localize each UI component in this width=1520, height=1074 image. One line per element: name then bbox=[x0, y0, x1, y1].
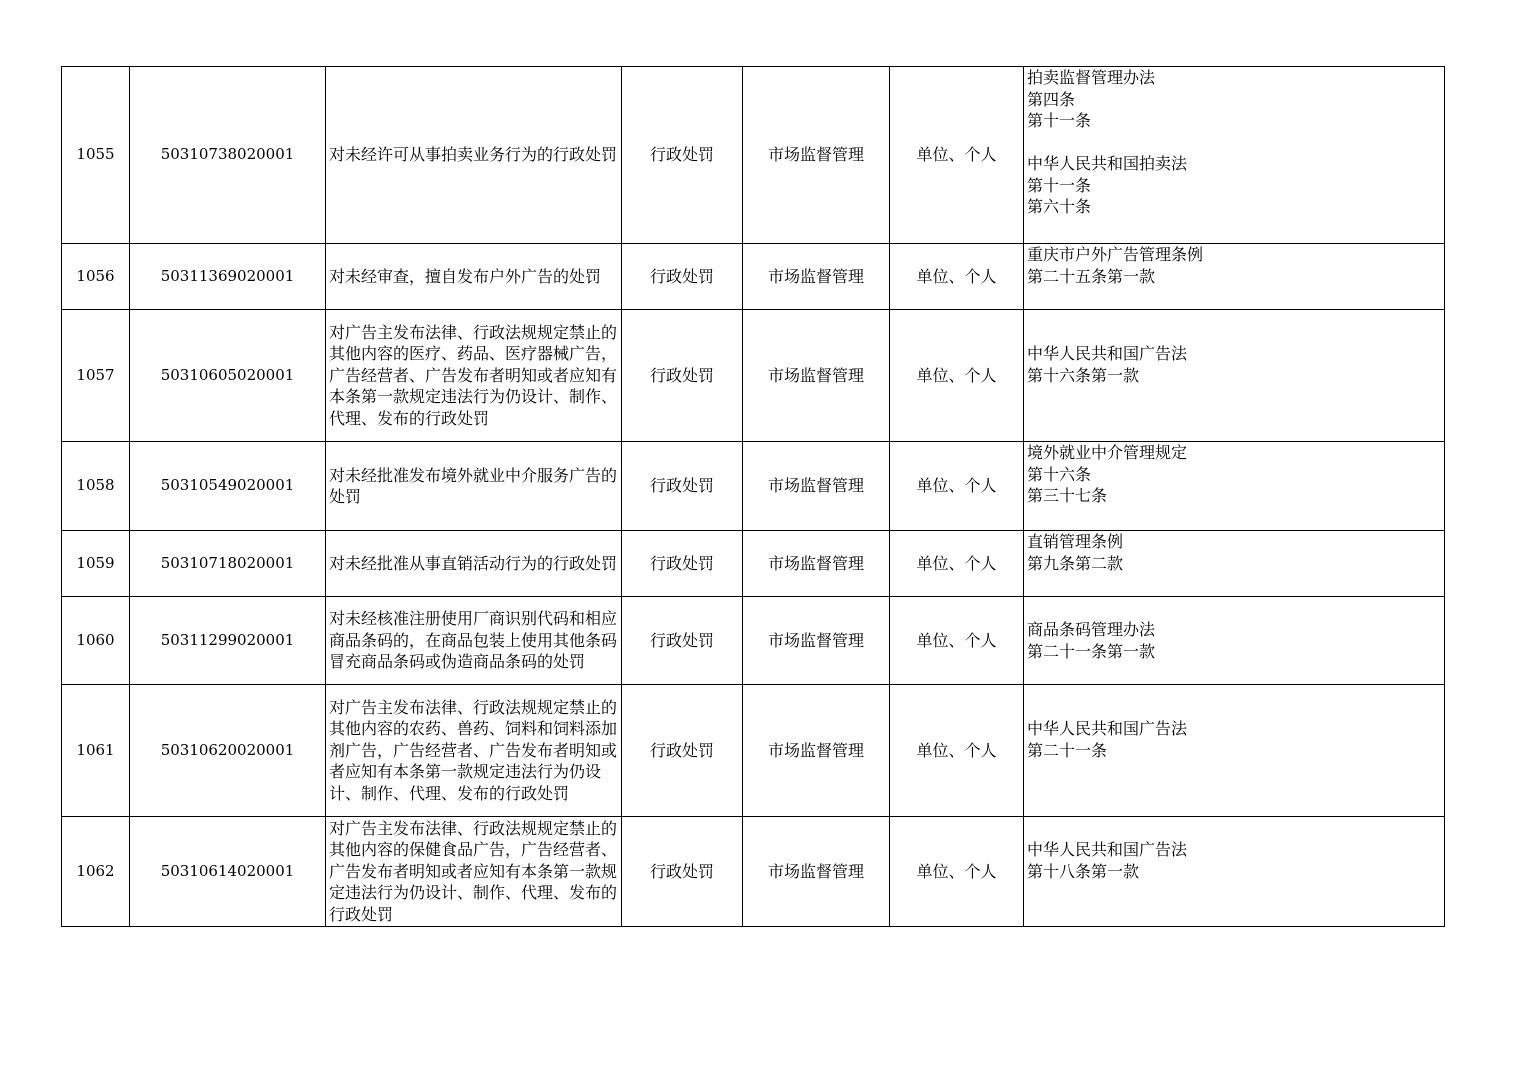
item-code: 50310605020001 bbox=[130, 310, 326, 442]
legal-basis-line bbox=[1027, 132, 1442, 154]
legal-basis bbox=[1024, 597, 1445, 685]
applicable-subject: 单位、个人 bbox=[890, 685, 1024, 817]
applicable-subject: 单位、个人 bbox=[890, 67, 1024, 244]
item-name: 对广告主发布法律、行政法规规定禁止的其他内容的农药、兽药、饲料和饲料添加剂广告，广告经营者、广告发布者明知或者应知有本条第一款规定违法行为仍设计、制作、代理、发布的行政处罚 bbox=[326, 685, 622, 817]
row-number: 1062 bbox=[62, 817, 130, 927]
item-code: 50310549020001 bbox=[130, 442, 326, 531]
legal-basis-line: 第四条 bbox=[1027, 89, 1076, 109]
table-body bbox=[62, 67, 1445, 927]
legal-basis bbox=[1024, 310, 1445, 442]
item-type: 行政处罚 bbox=[622, 817, 743, 927]
row-number: 1059 bbox=[62, 531, 130, 597]
legal-basis-line: 重庆市户外广告管理条例 bbox=[1027, 245, 1204, 264]
legal-basis-line: 第十一条 bbox=[1027, 111, 1092, 130]
department: 市场监督管理 bbox=[743, 685, 890, 817]
legal-basis-line: 第三十七条 bbox=[1027, 486, 1108, 505]
legal-basis-line: 第二十一条第一款 bbox=[1027, 641, 1156, 661]
item-code: 50310620020001 bbox=[130, 685, 326, 817]
legal-basis-line: 第十一条 bbox=[1027, 175, 1092, 195]
item-name: 对广告主发布法律、行政法规规定禁止的其他内容的保健食品广告，广告经营者、广告发布者明知或者应知有本条第一款规定违法行为仍设计、制作、代理、发布的行政处罚 bbox=[326, 817, 622, 927]
row-number: 1058 bbox=[62, 442, 130, 531]
table-row bbox=[62, 442, 1445, 531]
applicable-subject: 单位、个人 bbox=[890, 817, 1024, 927]
legal-basis bbox=[1024, 244, 1445, 310]
item-type: 行政处罚 bbox=[622, 67, 743, 244]
department: 市场监督管理 bbox=[743, 442, 890, 531]
item-code: 50311299020001 bbox=[130, 597, 326, 685]
legal-basis-line: 境外就业中介管理规定 bbox=[1027, 443, 1188, 462]
legal-basis bbox=[1024, 685, 1445, 817]
legal-basis-line: 第十八条第一款 bbox=[1027, 861, 1140, 881]
legal-basis-line: 第二十五条第一款 bbox=[1027, 266, 1156, 286]
legal-basis-line: 中华人民共和国广告法 bbox=[1027, 840, 1188, 859]
legal-basis-line: 中华人民共和国广告法 bbox=[1027, 719, 1188, 738]
table-row bbox=[62, 67, 1445, 244]
table-row bbox=[62, 597, 1445, 685]
applicable-subject: 单位、个人 bbox=[890, 442, 1024, 531]
item-type: 行政处罚 bbox=[622, 597, 743, 685]
legal-basis bbox=[1024, 817, 1445, 927]
item-name: 对未经批准发布境外就业中介服务广告的处罚 bbox=[326, 442, 622, 531]
legal-basis-line: 第二十一条 bbox=[1027, 740, 1108, 760]
table-row bbox=[62, 531, 1445, 597]
department: 市场监督管理 bbox=[743, 597, 890, 685]
item-code: 50310718020001 bbox=[130, 531, 326, 597]
legal-basis-line: 第十六条 bbox=[1027, 464, 1092, 484]
applicable-subject: 单位、个人 bbox=[890, 244, 1024, 310]
department: 市场监督管理 bbox=[743, 817, 890, 927]
records-table bbox=[61, 66, 1445, 927]
item-code: 50311369020001 bbox=[130, 244, 326, 310]
row-number: 1056 bbox=[62, 244, 130, 310]
department: 市场监督管理 bbox=[743, 310, 890, 442]
item-name: 对未经核准注册使用厂商识别代码和相应商品条码的，在商品包装上使用其他条码冒充商品条码或伪造商品条码的处罚 bbox=[326, 597, 622, 685]
row-number: 1057 bbox=[62, 310, 130, 442]
legal-basis-line: 第九条第二款 bbox=[1027, 553, 1124, 573]
item-name: 对未经许可从事拍卖业务行为的行政处罚 bbox=[326, 67, 622, 244]
department: 市场监督管理 bbox=[743, 67, 890, 244]
row-number: 1060 bbox=[62, 597, 130, 685]
item-type: 行政处罚 bbox=[622, 442, 743, 531]
item-code: 50310614020001 bbox=[130, 817, 326, 927]
item-type: 行政处罚 bbox=[622, 531, 743, 597]
item-code: 50310738020001 bbox=[130, 67, 326, 244]
item-name: 对未经审查，擅自发布户外广告的处罚 bbox=[326, 244, 622, 310]
legal-basis-line: 中华人民共和国拍卖法 bbox=[1027, 154, 1188, 173]
applicable-subject: 单位、个人 bbox=[890, 597, 1024, 685]
legal-basis-line: 中华人民共和国广告法 bbox=[1027, 344, 1188, 363]
table-row bbox=[62, 817, 1445, 927]
applicable-subject: 单位、个人 bbox=[890, 531, 1024, 597]
item-type: 行政处罚 bbox=[622, 310, 743, 442]
department: 市场监督管理 bbox=[743, 531, 890, 597]
legal-basis bbox=[1024, 531, 1445, 597]
applicable-subject: 单位、个人 bbox=[890, 310, 1024, 442]
legal-basis-line: 第十六条第一款 bbox=[1027, 365, 1140, 385]
item-type: 行政处罚 bbox=[622, 685, 743, 817]
legal-basis-line: 拍卖监督管理办法 bbox=[1027, 68, 1156, 87]
row-number: 1061 bbox=[62, 685, 130, 817]
legal-basis-line: 直销管理条例 bbox=[1027, 532, 1124, 551]
legal-basis bbox=[1024, 442, 1445, 531]
table-row bbox=[62, 685, 1445, 817]
table-row bbox=[62, 310, 1445, 442]
row-number: 1055 bbox=[62, 67, 130, 244]
department: 市场监督管理 bbox=[743, 244, 890, 310]
legal-basis-line: 第六十条 bbox=[1027, 197, 1092, 216]
item-name: 对广告主发布法律、行政法规规定禁止的其他内容的医疗、药品、医疗器械广告，广告经营者、广告发布者明知或者应知有本条第一款规定违法行为仍设计、制作、代理、发布的行政处罚 bbox=[326, 310, 622, 442]
legal-basis bbox=[1024, 67, 1445, 244]
table-row bbox=[62, 244, 1445, 310]
legal-basis-line: 商品条码管理办法 bbox=[1027, 620, 1156, 639]
item-type: 行政处罚 bbox=[622, 244, 743, 310]
item-name: 对未经批准从事直销活动行为的行政处罚 bbox=[326, 531, 622, 597]
